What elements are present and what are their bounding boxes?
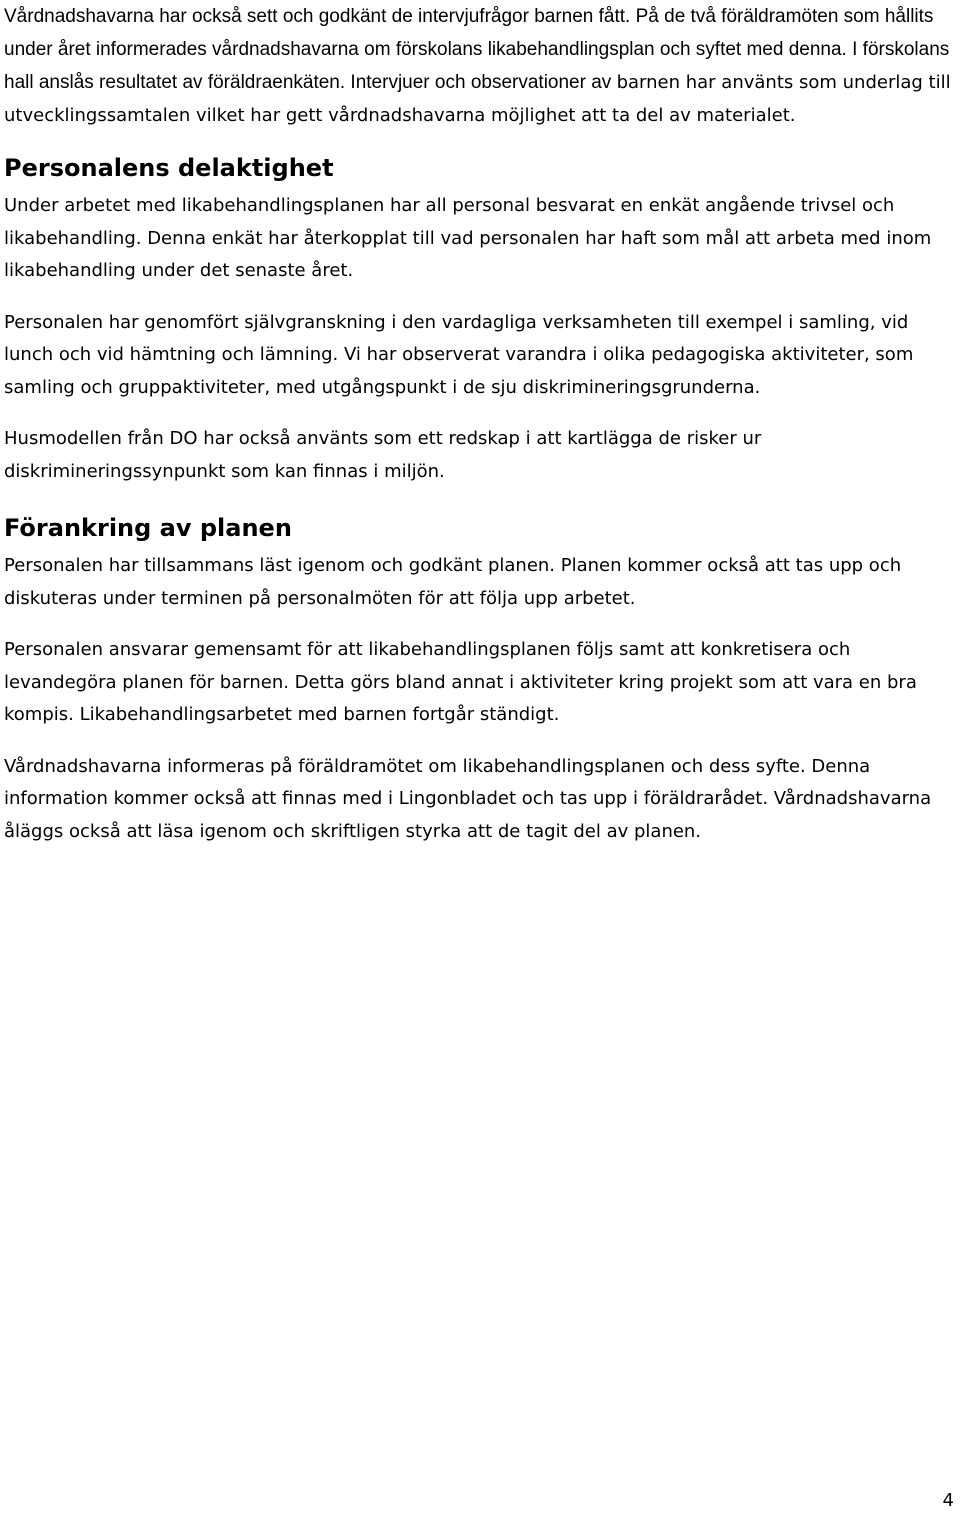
section2-paragraph-2: Personalen ansvarar gemensamt för att likabehandlingsplanen följs samt att konkretisera och levandegöra planen för barnen. Detta görs bland annat i aktiviteter kring projekt som att vara en bra kompis. Likabehandlingsarbetet med barnen fortgår ständigt.	[4, 639, 917, 725]
section1-paragraph-1: Under arbetet med likabehandlingsplanen har all personal besvarat en enkät angående trivsel och likabehandling. Denna enkät har återkopplat till vad personalen har haft som mål att arbeta med inom likabehandling under det senaste året.	[4, 195, 932, 281]
intro-text-rest: barnen har använts som underlag till utvecklingssamtalen vilket har gett vårdnadshavarna möjlighet att ta del av materialet.	[4, 72, 951, 126]
section2-paragraph-3: Vårdnadshavarna informeras på föräldramötet om likabehandlingsplanen och dess syfte. Denna information kommer också att finnas med i Lingonbladet och tas upp i föräldrarådet. Vårdnadshavarna åläggs också att läsa igenom och skriftligen styrka att de tagit del av planen.	[4, 755, 932, 842]
intro-text-first: Vårdnadshavarna har också sett och godkänt de intervjufrågor barnen fått. På de två föräldramöten som hållits under året informerades vårdnadshavarna om förskolans likabehandlingsplan och syftet med denna. I förskolans hall anslås resultatet av föräldraenkäten. Intervjuer och observationer av	[4, 6, 950, 93]
section2-paragraph-1: Personalen har tillsammans läst igenom och godkänt planen. Planen kommer också att tas upp och diskuteras under terminen på personalmöten för att följa upp arbetet.	[4, 555, 902, 609]
section1-paragraph-2: Personalen har genomfört självgranskning i den vardagliga verksamheten till exempel i samling, vid lunch och vid hämtning och lämning. Vi har observerat varandra i olika pedagogiska aktiviteter, som samling och gruppaktiviteter, med utgångspunkt i de sju diskrimineringsgrunderna.	[4, 311, 914, 398]
section-heading-forankring-av-planen: Förankring av planen	[4, 514, 292, 542]
document-page	[4, 0, 954, 848]
section1-paragraph-3: Husmodellen från DO har också använts som ett redskap i att kartlägga de risker ur diskrimineringssynpunkt som kan finnas i miljön.	[4, 428, 762, 482]
section-heading-personalens-delaktighet: Personalens delaktighet	[4, 154, 334, 182]
page-number: 4	[942, 1490, 954, 1511]
intro-paragraph	[4, 0, 954, 132]
